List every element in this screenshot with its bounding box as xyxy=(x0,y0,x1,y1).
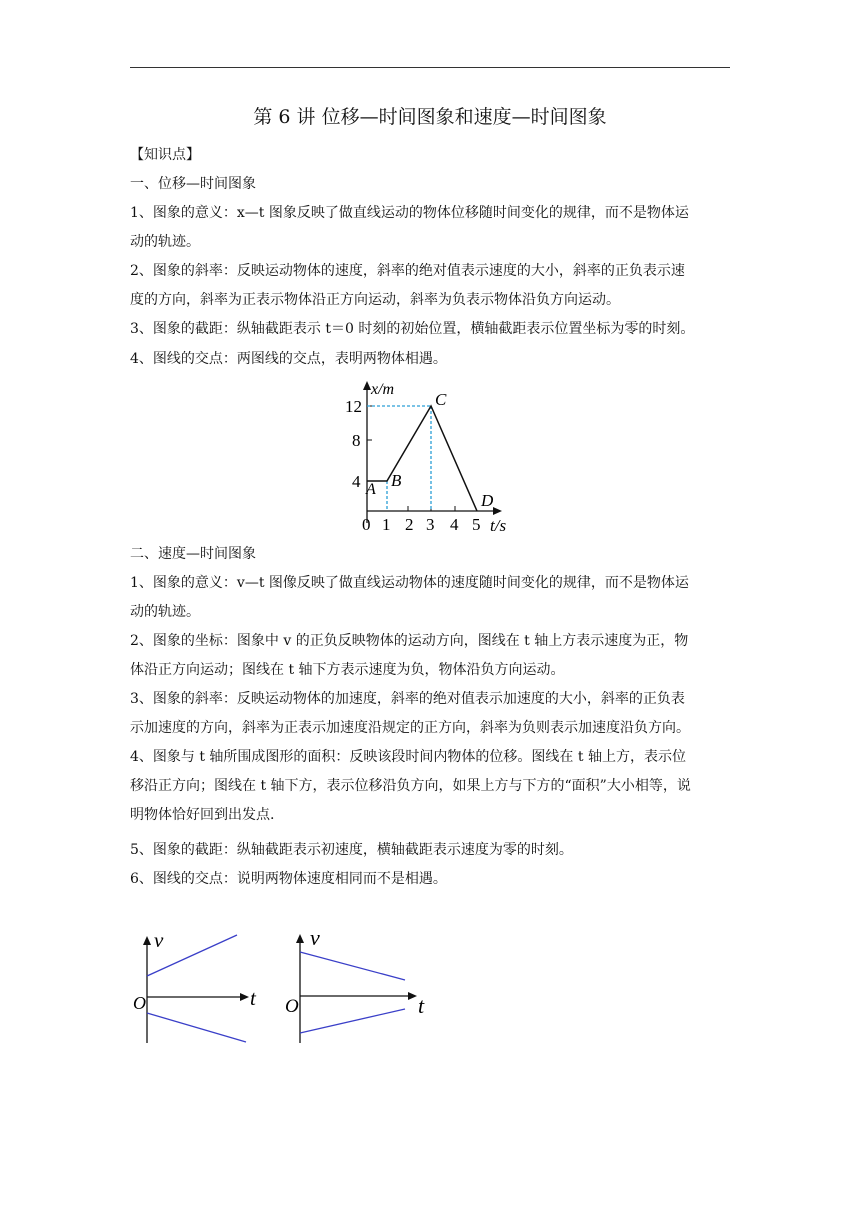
section1-line: 4、图线的交点：两图线的交点，表明两物体相遇。 xyxy=(130,351,447,367)
vt2-t-arrow-icon xyxy=(408,992,417,1000)
xt-x-tick-label: 5 xyxy=(472,515,481,534)
xt-y-tick-label: 4 xyxy=(352,472,361,491)
xt-x-tick-label: 0 xyxy=(362,515,371,534)
xt-point-label-b: B xyxy=(391,471,402,490)
xt-x-tick-label: 3 xyxy=(426,515,435,534)
section2-line: 1、图象的意义：v—t 图像反映了做直线运动物体的速度随时间变化的规律，而不是物体运 xyxy=(130,575,689,591)
xt-y-arrow-icon xyxy=(363,381,371,390)
xt-point-label-d: D xyxy=(481,491,494,510)
section2-line: 2、图象的坐标：图象中 v 的正负反映物体的运动方向，图线在 t 轴上方表示速度为正，物 xyxy=(130,633,689,649)
xt-y-axis-label: x/m xyxy=(371,381,395,398)
xt-x-tick-label: 2 xyxy=(405,515,414,534)
vt2-v-arrow-icon xyxy=(296,934,304,943)
vt2-velocity-line-positive xyxy=(300,952,405,980)
section2-line: 5、图象的截距：纵轴截距表示初速度，横轴截距表示速度为零的时刻。 xyxy=(130,842,573,858)
vt2-v-label: v xyxy=(310,925,320,950)
section2-line: 明物体恰好回到出发点. xyxy=(130,807,275,823)
vt1-t-arrow-icon xyxy=(240,993,249,1001)
xt-x-tick-label: 4 xyxy=(450,515,459,534)
xt-graph-figure xyxy=(335,378,520,538)
xt-y-tick-label: 12 xyxy=(345,397,362,416)
section2-line: 4、图象与 t 轴所围成图形的面积：反映该段时间内物体的位移。图线在 t 轴上方，表示位 xyxy=(130,749,686,765)
section2-line: 动的轨迹。 xyxy=(130,604,200,620)
xt-point-label-a: A xyxy=(366,481,376,498)
vt2-t-label: t xyxy=(418,993,425,1018)
page-title: 第 6 讲 位移—时间图象和速度—时间图象 xyxy=(253,106,607,128)
vt1-v-label: v xyxy=(154,928,164,952)
section1-line: 1、图象的意义：x—t 图象反映了做直线运动的物体位移随时间变化的规律，而不是物体运 xyxy=(130,205,689,221)
vt1-t-label: t xyxy=(250,986,256,1010)
vt1-v-arrow-icon xyxy=(143,936,151,945)
section1-heading: 一、位移—时间图象 xyxy=(130,176,256,192)
vt2-velocity-line-negative xyxy=(300,1009,405,1033)
xt-x-tick-label: 1 xyxy=(382,515,391,534)
section2-line: 3、图象的斜率：反映运动物体的加速度，斜率的绝对值表示加速度的大小，斜率的正负表 xyxy=(130,691,685,707)
vt1-velocity-line-negative xyxy=(147,1013,246,1042)
section2-heading: 二、速度—时间图象 xyxy=(130,546,256,562)
vt1-origin-label: O xyxy=(133,993,146,1013)
xt-point-label-c: C xyxy=(435,390,447,409)
section1-line: 度的方向，斜率为正表示物体沿正方向运动，斜率为负表示物体沿负方向运动。 xyxy=(130,292,620,308)
vt-graph-figure-1 xyxy=(130,925,265,1050)
section2-line: 移沿正方向；图线在 t 轴下方，表示位移沿负方向，如果上方与下方的“面积”大小相等，说 xyxy=(130,778,691,794)
section2-line: 示加速度的方向，斜率为正表示加速度沿规定的正方向，斜率为负则表示加速度沿负方向。 xyxy=(130,720,690,736)
xt-x-axis-label: t/s xyxy=(490,516,507,535)
knowledge-label: 【知识点】 xyxy=(130,147,200,163)
vt-graph-figure-2 xyxy=(280,923,435,1048)
header-rule xyxy=(130,67,730,68)
section2-line: 体沿正方向运动；图线在 t 轴下方表示速度为负，物体沿负方向运动。 xyxy=(130,662,565,678)
section1-line: 3、图象的截距：纵轴截距表示 t＝0 时刻的初始位置，横轴截距表示位置坐标为零的时刻。 xyxy=(130,321,695,337)
xt-motion-line xyxy=(367,406,477,511)
section1-line: 动的轨迹。 xyxy=(130,234,200,250)
section2-line: 6、图线的交点：说明两物体速度相同而不是相遇。 xyxy=(130,871,447,887)
xt-y-tick-label: 8 xyxy=(352,431,361,450)
vt2-origin-label: O xyxy=(285,996,299,1017)
xt-x-arrow-icon xyxy=(493,507,502,515)
section1-line: 2、图象的斜率：反映运动物体的速度，斜率的绝对值表示速度的大小，斜率的正负表示速 xyxy=(130,263,685,279)
